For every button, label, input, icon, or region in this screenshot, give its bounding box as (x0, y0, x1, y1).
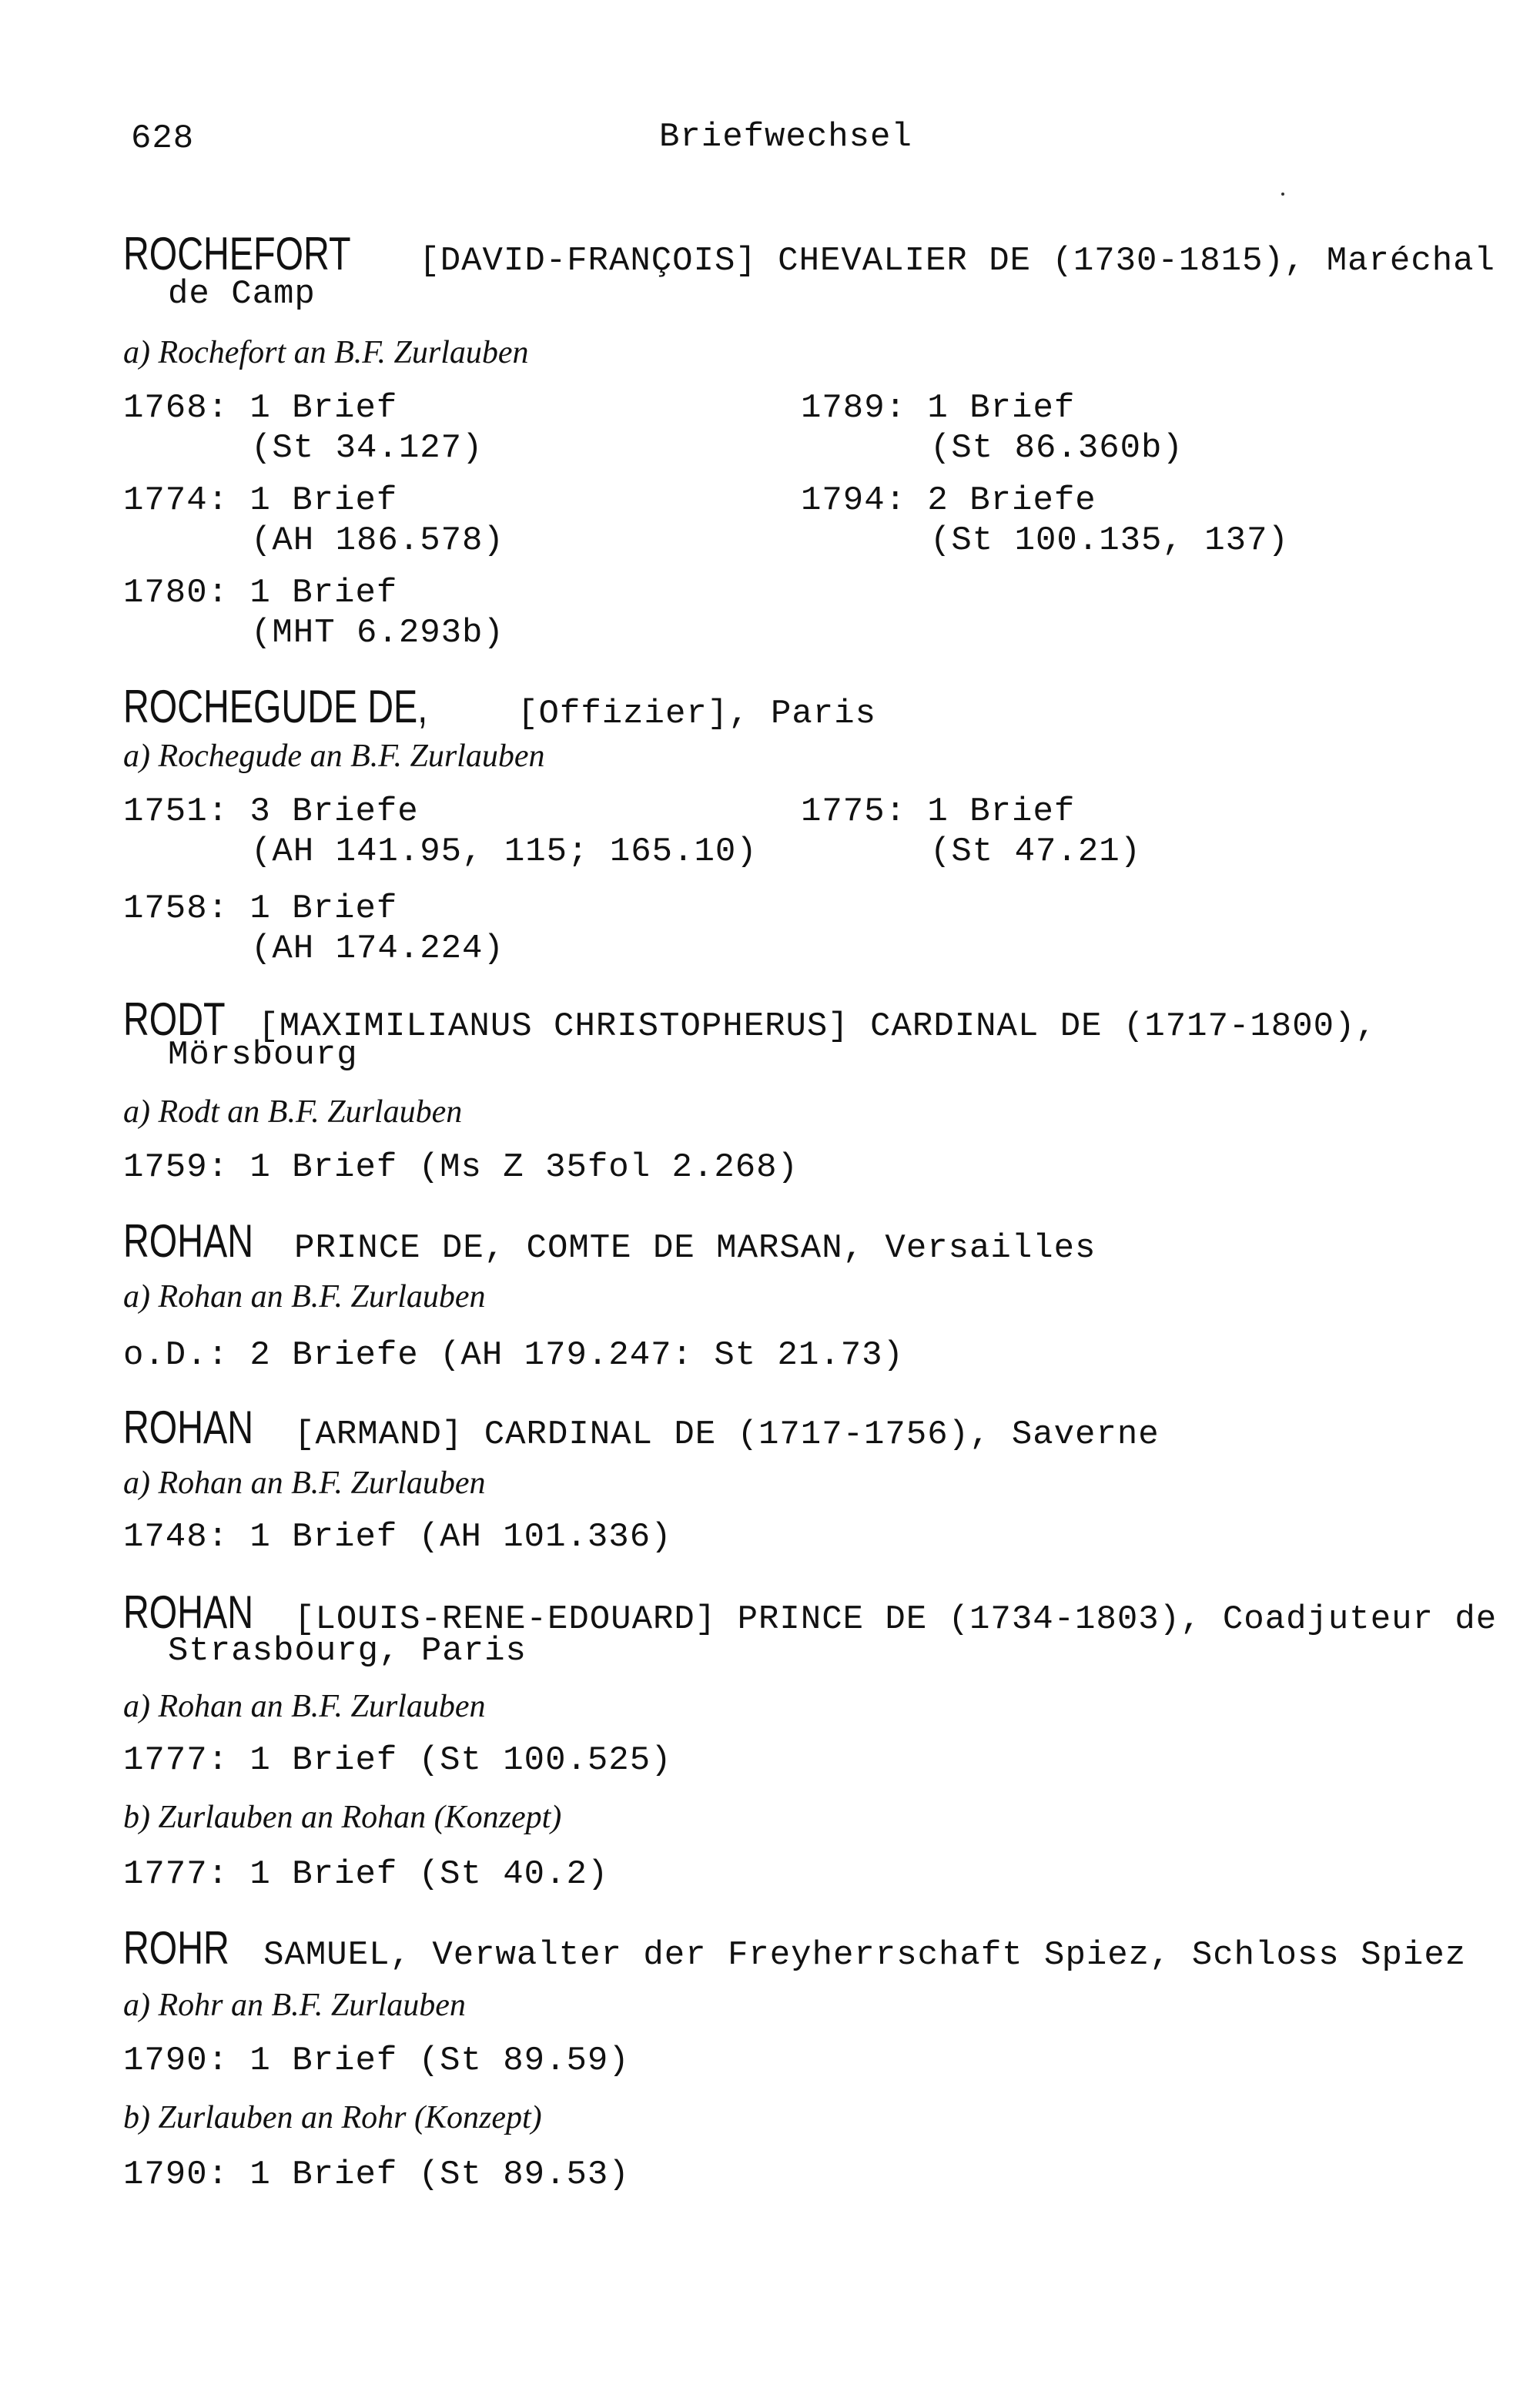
letter-record: 1777: 1 Brief (St 40.2) (123, 1855, 609, 1894)
section-label-a: a) Rochefort an B.F. Zurlauben (123, 335, 529, 370)
entry-description-continued: Mörsbourg (168, 1036, 358, 1074)
entry-heading (123, 1922, 1467, 1975)
letter-record: o.D.: 2 Briefe (AH 179.247: St 21.73) (123, 1336, 904, 1375)
archive-reference: (AH 174.224) (251, 930, 504, 968)
letter-record: 1777: 1 Brief (St 100.525) (123, 1741, 672, 1780)
entry-description: [LOUIS-RENE-EDOUARD] PRINCE DE (1734-1803), Coadjuteur de (294, 1600, 1498, 1639)
letter-year: 1794: 2 Briefe (801, 481, 1096, 520)
section-label-a: a) Rohr an B.F. Zurlauben (123, 1988, 466, 2023)
archive-reference: (AH 141.95, 115; 165.10) (251, 832, 758, 871)
entry-headword: ROHR (123, 1922, 229, 1974)
entry-description: [ARMAND] CARDINAL DE (1717-1756), Saverne (294, 1415, 1160, 1454)
section-label-a: a) Rohan an B.F. Zurlauben (123, 1279, 486, 1315)
entry-description: [Offizier], Paris (517, 695, 876, 733)
section-label-a: a) Rodt an B.F. Zurlauben (123, 1094, 463, 1130)
entry-headword: ROCHEFORT (123, 228, 351, 280)
letter-year: 1758: 1 Brief (123, 889, 398, 928)
letter-year: 1780: 1 Brief (123, 574, 398, 612)
entry-headword: RODT (123, 993, 226, 1045)
entry-description: PRINCE DE, COMTE DE MARSAN, Versailles (294, 1229, 1096, 1268)
print-speck (1281, 193, 1284, 196)
section-label-a: a) Rohan an B.F. Zurlauben (123, 1689, 486, 1724)
letter-year: 1751: 3 Briefe (123, 792, 419, 831)
letter-record: 1759: 1 Brief (Ms Z 35fol 2.268) (123, 1148, 798, 1187)
entry-headword: ROCHEGUDE DE, (123, 681, 428, 732)
archive-reference: (St 34.127) (251, 429, 484, 467)
letter-year: 1774: 1 Brief (123, 481, 398, 520)
archive-reference: (St 86.360b) (930, 429, 1183, 467)
entry-description-continued: Strasbourg, Paris (168, 1632, 527, 1670)
entry-heading (123, 1215, 1096, 1268)
letter-year: 1768: 1 Brief (123, 389, 398, 427)
entry-headword: ROHAN (123, 1586, 254, 1638)
letter-record: 1748: 1 Brief (AH 101.336) (123, 1518, 672, 1556)
section-label-a: a) Rohan an B.F. Zurlauben (123, 1465, 486, 1501)
archive-reference: (St 100.135, 137) (930, 521, 1289, 560)
letter-record: 1790: 1 Brief (St 89.53) (123, 2156, 630, 2194)
entry-heading (123, 228, 1495, 281)
archive-reference: (MHT 6.293b) (251, 614, 504, 652)
entry-description-continued: de Camp (168, 275, 316, 313)
entry-heading (123, 681, 876, 734)
entry-description: SAMUEL, Verwalter der Freyherrschaft Spiez, Schloss Spiez (263, 1936, 1467, 1975)
section-label-b: b) Zurlauben an Rohr (Konzept) (123, 2100, 542, 2135)
entry-description: [DAVID-FRANÇOIS] CHEVALIER DE (1730-1815), Maréchal (419, 242, 1495, 280)
letter-record: 1790: 1 Brief (St 89.59) (123, 2042, 630, 2080)
entry-heading (123, 1402, 1160, 1455)
archive-reference: (St 47.21) (930, 832, 1142, 871)
letter-year: 1789: 1 Brief (801, 389, 1076, 427)
page-number: 628 (131, 119, 195, 158)
entry-headword: ROHAN (123, 1215, 254, 1267)
section-label-a: a) Rochegude an B.F. Zurlauben (123, 739, 545, 774)
entry-description: [MAXIMILIANUS CHRISTOPHERUS] CARDINAL DE (1717-1800), (258, 1007, 1377, 1046)
archive-reference: (AH 186.578) (251, 521, 504, 560)
letter-year: 1775: 1 Brief (801, 792, 1076, 831)
running-title: Briefwechsel (659, 118, 912, 156)
section-label-b: b) Zurlauben an Rohan (Konzept) (123, 1800, 562, 1835)
entry-headword: ROHAN (123, 1402, 254, 1453)
